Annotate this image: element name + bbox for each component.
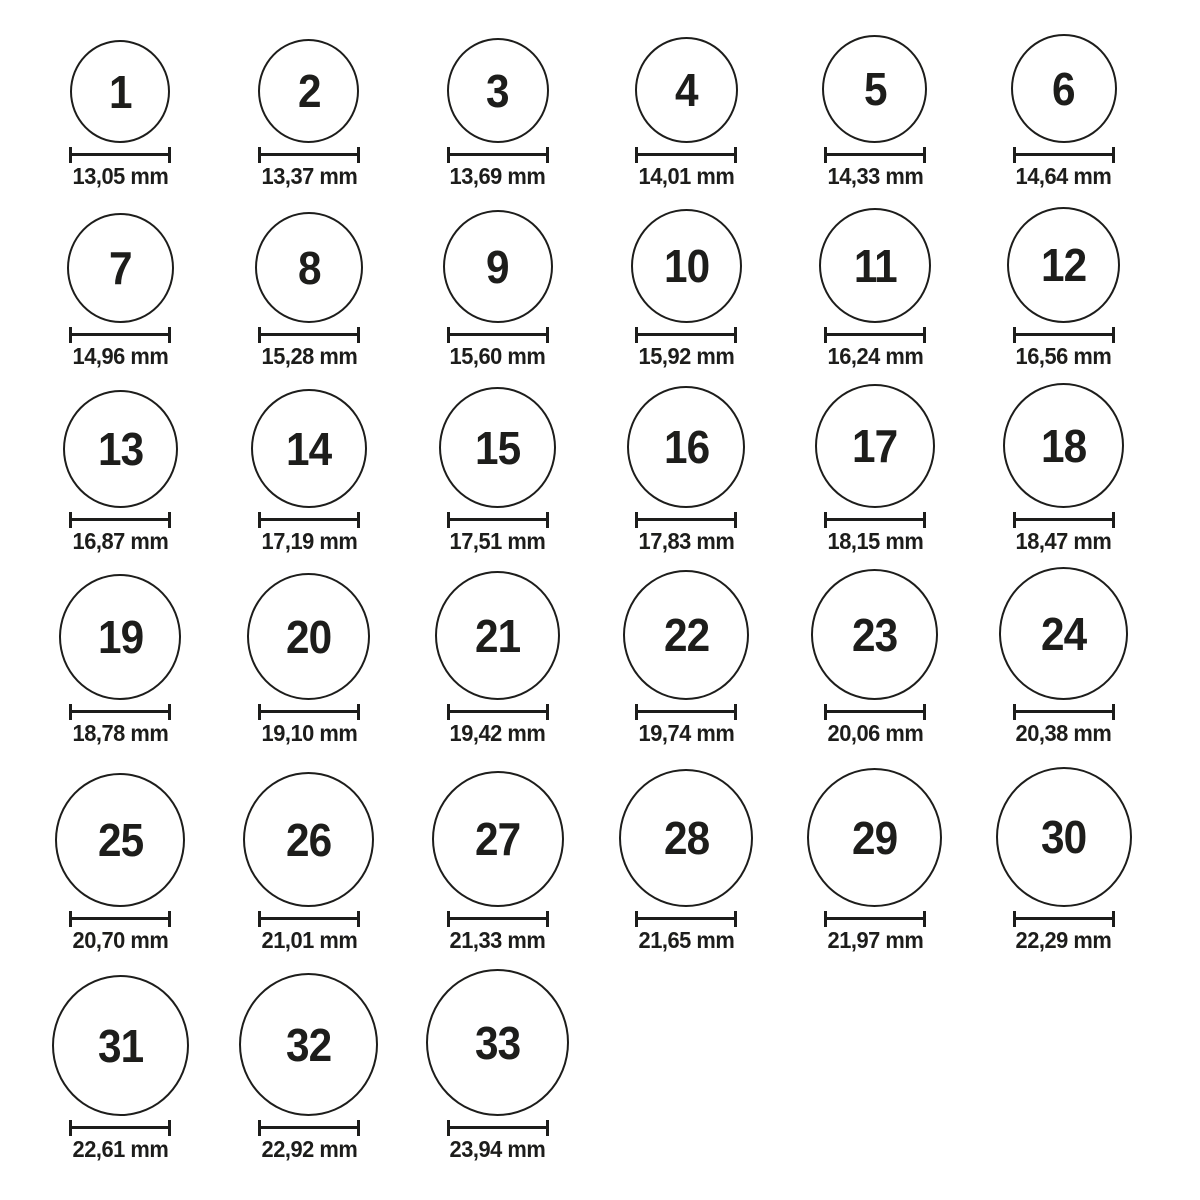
- ring-size-number: 6: [1052, 62, 1075, 115]
- diameter-measure-line: [70, 710, 170, 713]
- ring-size-cell: [215, 370, 404, 555]
- ring-size-cell: [781, 555, 970, 747]
- ring-circle: [443, 210, 553, 323]
- ring-size-cell: [592, 190, 781, 370]
- diameter-label: 18,78 mm: [72, 720, 169, 746]
- diameter-measure-line: [825, 710, 925, 713]
- ring-size-cell: [215, 747, 404, 954]
- ring-size-cell: [592, 555, 781, 747]
- diameter-label: 21,01 mm: [261, 927, 357, 953]
- ring-size-cell: [403, 954, 592, 1163]
- ring-size-cell: [215, 0, 404, 190]
- ring-circle: [807, 768, 942, 907]
- diameter-label: 14,01 mm: [638, 163, 735, 189]
- ring-circle: [619, 769, 753, 907]
- diameter-label: 21,65 mm: [638, 927, 735, 953]
- ring-circle: [243, 772, 374, 907]
- ring-size-number: 21: [475, 609, 521, 662]
- diameter-label: 19,74 mm: [638, 720, 735, 746]
- ring-size-number: 12: [1041, 239, 1087, 291]
- diameter-measure-line: [448, 917, 548, 920]
- ring-size-number: 32: [286, 1018, 332, 1071]
- ring-size-number: 10: [663, 240, 709, 292]
- ring-circle: [258, 39, 359, 143]
- diameter-measure-line: [636, 518, 736, 521]
- diameter-measure-line: [825, 518, 925, 521]
- diameter-label: 21,97 mm: [827, 927, 923, 953]
- ring-size-cell: [215, 190, 404, 370]
- ring-size-cell: [781, 190, 970, 370]
- diameter-measure-line: [1014, 518, 1114, 521]
- diameter-measure-line: [259, 1126, 359, 1129]
- ring-circle: [432, 771, 564, 907]
- diameter-measure-line: [636, 333, 736, 336]
- ring-circle: [999, 567, 1128, 700]
- ring-size-cell: [26, 190, 215, 370]
- ring-circle: [435, 571, 560, 700]
- diameter-label: 20,38 mm: [1015, 720, 1112, 746]
- diameter-label: 14,33 mm: [827, 163, 923, 189]
- diameter-label: 17,51 mm: [449, 528, 546, 554]
- diameter-label: 21,33 mm: [449, 927, 546, 953]
- diameter-label: 15,28 mm: [261, 343, 357, 369]
- ring-size-cell: [969, 0, 1158, 190]
- diameter-label: 22,92 mm: [261, 1136, 357, 1162]
- diameter-label: 22,29 mm: [1015, 927, 1112, 953]
- ring-circle: [255, 212, 363, 323]
- ring-circle: [623, 570, 749, 700]
- ring-size-number: 29: [852, 811, 898, 864]
- diameter-label: 15,92 mm: [638, 343, 735, 369]
- diameter-label: 14,64 mm: [1015, 163, 1112, 189]
- ring-size-cell: [969, 555, 1158, 747]
- ring-size-number: 9: [486, 240, 509, 293]
- ring-size-cell: [403, 555, 592, 747]
- diameter-measure-line: [1014, 153, 1114, 156]
- ring-circle: [819, 208, 931, 323]
- ring-circle: [70, 40, 170, 143]
- diameter-label: 23,94 mm: [449, 1136, 546, 1162]
- ring-size-cell: [215, 555, 404, 747]
- diameter-measure-line: [825, 153, 925, 156]
- diameter-label: 16,56 mm: [1015, 343, 1112, 369]
- ring-size-number: 11: [853, 239, 897, 292]
- diameter-label: 19,42 mm: [449, 720, 546, 746]
- ring-size-cell: [969, 370, 1158, 555]
- ring-size-number: 19: [97, 611, 143, 663]
- ring-circle: [52, 975, 189, 1116]
- ring-size-cell: [26, 747, 215, 954]
- ring-size-number: 1: [109, 65, 132, 118]
- ring-circle: [59, 574, 181, 700]
- ring-size-number: 23: [852, 608, 898, 661]
- diameter-measure-line: [636, 710, 736, 713]
- diameter-measure-line: [448, 333, 548, 336]
- diameter-label: 13,37 mm: [261, 163, 357, 189]
- ring-size-cell: [969, 747, 1158, 954]
- ring-size-cell: [403, 0, 592, 190]
- diameter-label: 14,96 mm: [72, 343, 169, 369]
- ring-size-number: 28: [663, 812, 709, 864]
- ring-size-cell: [781, 370, 970, 555]
- ring-size-number: 17: [852, 420, 898, 472]
- diameter-label: 22,61 mm: [72, 1136, 169, 1162]
- diameter-label: 17,83 mm: [638, 528, 735, 554]
- ring-size-number: 4: [675, 64, 698, 116]
- diameter-measure-line: [259, 153, 359, 156]
- ring-size-number: 15: [475, 421, 521, 474]
- ring-size-number: 7: [109, 242, 132, 294]
- ring-circle: [1011, 34, 1117, 143]
- diameter-measure-line: [448, 1126, 548, 1129]
- diameter-measure-line: [70, 917, 170, 920]
- diameter-label: 20,06 mm: [827, 720, 923, 746]
- ring-size-cell: [403, 370, 592, 555]
- diameter-label: 15,60 mm: [449, 343, 546, 369]
- ring-size-cell: [26, 555, 215, 747]
- diameter-measure-line: [70, 1126, 170, 1129]
- ring-circle: [439, 387, 556, 508]
- diameter-measure-line: [825, 917, 925, 920]
- ring-circle: [822, 35, 927, 143]
- ring-size-cell: [403, 190, 592, 370]
- diameter-measure-line: [448, 153, 548, 156]
- ring-circle: [239, 973, 378, 1116]
- ring-size-cell: [592, 370, 781, 555]
- diameter-measure-line: [259, 518, 359, 521]
- ring-size-number: 24: [1041, 607, 1087, 660]
- diameter-measure-line: [636, 153, 736, 156]
- ring-size-number: 25: [97, 814, 143, 866]
- diameter-measure-line: [259, 917, 359, 920]
- ring-circle: [247, 573, 370, 700]
- ring-circle: [67, 213, 174, 323]
- ring-size-number: 18: [1041, 419, 1087, 472]
- ring-circle: [55, 773, 185, 907]
- ring-size-number: 8: [297, 241, 321, 294]
- ring-size-number: 26: [286, 813, 332, 866]
- ring-size-number: 30: [1041, 811, 1087, 863]
- ring-circle: [447, 38, 549, 143]
- ring-size-cell: [781, 0, 970, 190]
- diameter-label: 18,15 mm: [827, 528, 923, 554]
- diameter-label: 13,69 mm: [449, 163, 546, 189]
- diameter-label: 20,70 mm: [72, 927, 169, 953]
- diameter-measure-line: [259, 710, 359, 713]
- ring-size-cell: [215, 954, 404, 1163]
- diameter-measure-line: [259, 333, 359, 336]
- ring-size-cell: [969, 190, 1158, 370]
- ring-size-number: 3: [486, 64, 509, 117]
- diameter-measure-line: [1014, 710, 1114, 713]
- ring-circle: [631, 209, 742, 323]
- diameter-label: 16,24 mm: [827, 343, 923, 369]
- diameter-measure-line: [1014, 917, 1114, 920]
- ring-size-cell: [781, 747, 970, 954]
- ring-size-number: 16: [663, 421, 709, 473]
- diameter-label: 17,19 mm: [261, 528, 357, 554]
- diameter-measure-line: [70, 333, 170, 336]
- ring-circle: [811, 569, 938, 700]
- ring-size-cell: [403, 747, 592, 954]
- ring-size-number: 27: [475, 813, 521, 865]
- ring-circle: [635, 37, 738, 143]
- ring-circle: [627, 386, 745, 508]
- ring-circle: [251, 389, 367, 508]
- ring-size-number: 33: [475, 1016, 521, 1069]
- diameter-measure-line: [448, 710, 548, 713]
- ring-size-number: 2: [297, 65, 321, 117]
- ring-size-number: 13: [97, 423, 143, 475]
- ring-size-number: 31: [97, 1019, 143, 1072]
- diameter-measure-line: [448, 518, 548, 521]
- ring-circle: [63, 390, 178, 508]
- diameter-measure-line: [70, 518, 170, 521]
- diameter-label: 19,10 mm: [261, 720, 357, 746]
- ring-size-cell: [26, 370, 215, 555]
- diameter-label: 18,47 mm: [1015, 528, 1112, 554]
- ring-size-cell: [592, 747, 781, 954]
- ring-circle: [1003, 383, 1124, 508]
- diameter-label: 16,87 mm: [72, 528, 169, 554]
- ring-circle: [426, 969, 569, 1116]
- ring-size-number: 14: [286, 422, 332, 475]
- ring-size-number: 5: [863, 63, 887, 115]
- diameter-label: 13,05 mm: [72, 163, 169, 189]
- diameter-measure-line: [825, 333, 925, 336]
- diameter-measure-line: [1014, 333, 1114, 336]
- ring-circle: [996, 767, 1132, 907]
- ring-size-cell: [26, 954, 215, 1163]
- diameter-measure-line: [70, 153, 170, 156]
- ring-size-number: 20: [286, 610, 332, 663]
- ring-circle: [1007, 207, 1120, 323]
- ring-size-cell: [26, 0, 215, 190]
- ring-circle: [815, 384, 935, 508]
- diameter-measure-line: [636, 917, 736, 920]
- ring-size-cell: [592, 0, 781, 190]
- ring-size-number: 22: [663, 609, 709, 661]
